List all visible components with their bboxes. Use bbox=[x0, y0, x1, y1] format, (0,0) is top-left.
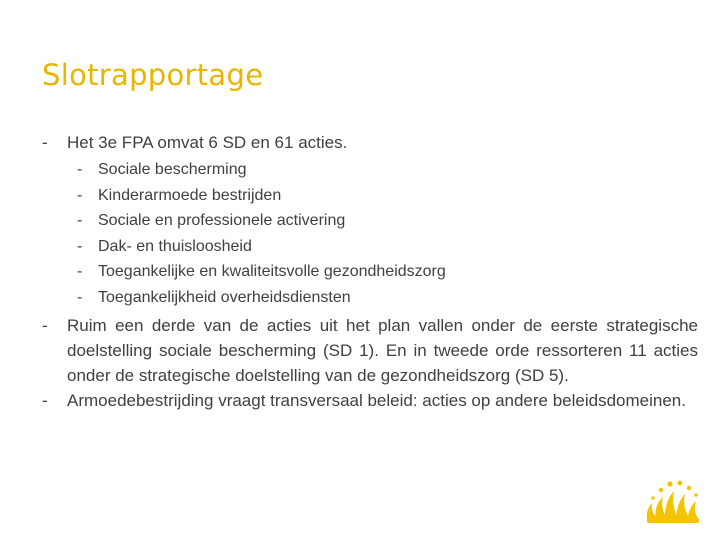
sub-list-item bbox=[40, 234, 698, 260]
sub-bullet-marker: - bbox=[77, 161, 83, 178]
slide-title: Slotrapportage bbox=[42, 58, 264, 92]
bullet-text: Armoedebestrijding vraagt transversaal beleid: acties op andere beleidsdomeinen. bbox=[67, 391, 686, 410]
slide-content bbox=[40, 130, 698, 413]
sub-list-item bbox=[40, 285, 698, 311]
bullet-item bbox=[40, 388, 698, 413]
bullet-text: Ruim een derde van de acties uit het plan vallen onder de eerste strategische doelstelling sociale bescherming (SD 1). En in tweede orde ressorteren 11 acties onder de strategische doelstelling van de gezondheidszorg (SD 5). bbox=[67, 316, 698, 385]
bullet-item bbox=[40, 313, 698, 388]
sub-item-text: Sociale bescherming bbox=[98, 161, 247, 178]
sub-item-text: Toegankelijkheid overheidsdiensten bbox=[98, 288, 351, 306]
sub-list-item bbox=[40, 183, 698, 209]
sub-list-item bbox=[40, 157, 698, 183]
bullet-item bbox=[40, 130, 698, 155]
sub-list-item bbox=[40, 208, 698, 234]
bullet-marker: - bbox=[42, 133, 48, 152]
bullet-marker: - bbox=[42, 391, 48, 410]
sub-bullet-marker: - bbox=[77, 263, 83, 280]
sub-bullet-marker: - bbox=[77, 288, 83, 306]
sub-item-text: Kinderarmoede bestrijden bbox=[98, 186, 282, 204]
sub-item-text: Toegankelijke en kwaliteitsvolle gezondheidszorg bbox=[98, 263, 446, 280]
bullet-marker: - bbox=[42, 316, 48, 335]
sub-bullet-marker: - bbox=[77, 212, 83, 229]
sub-item-text: Sociale en professionele activering bbox=[98, 212, 346, 229]
sub-bullet-marker: - bbox=[77, 186, 83, 204]
sub-list-item bbox=[40, 259, 698, 285]
sub-item-text: Dak- en thuisloosheid bbox=[98, 237, 252, 255]
bullet-text: Het 3e FPA omvat 6 SD en 61 acties. bbox=[67, 133, 348, 152]
sub-list bbox=[40, 157, 698, 310]
sun-flames-logo-icon bbox=[642, 478, 704, 524]
sub-bullet-marker: - bbox=[77, 237, 83, 255]
